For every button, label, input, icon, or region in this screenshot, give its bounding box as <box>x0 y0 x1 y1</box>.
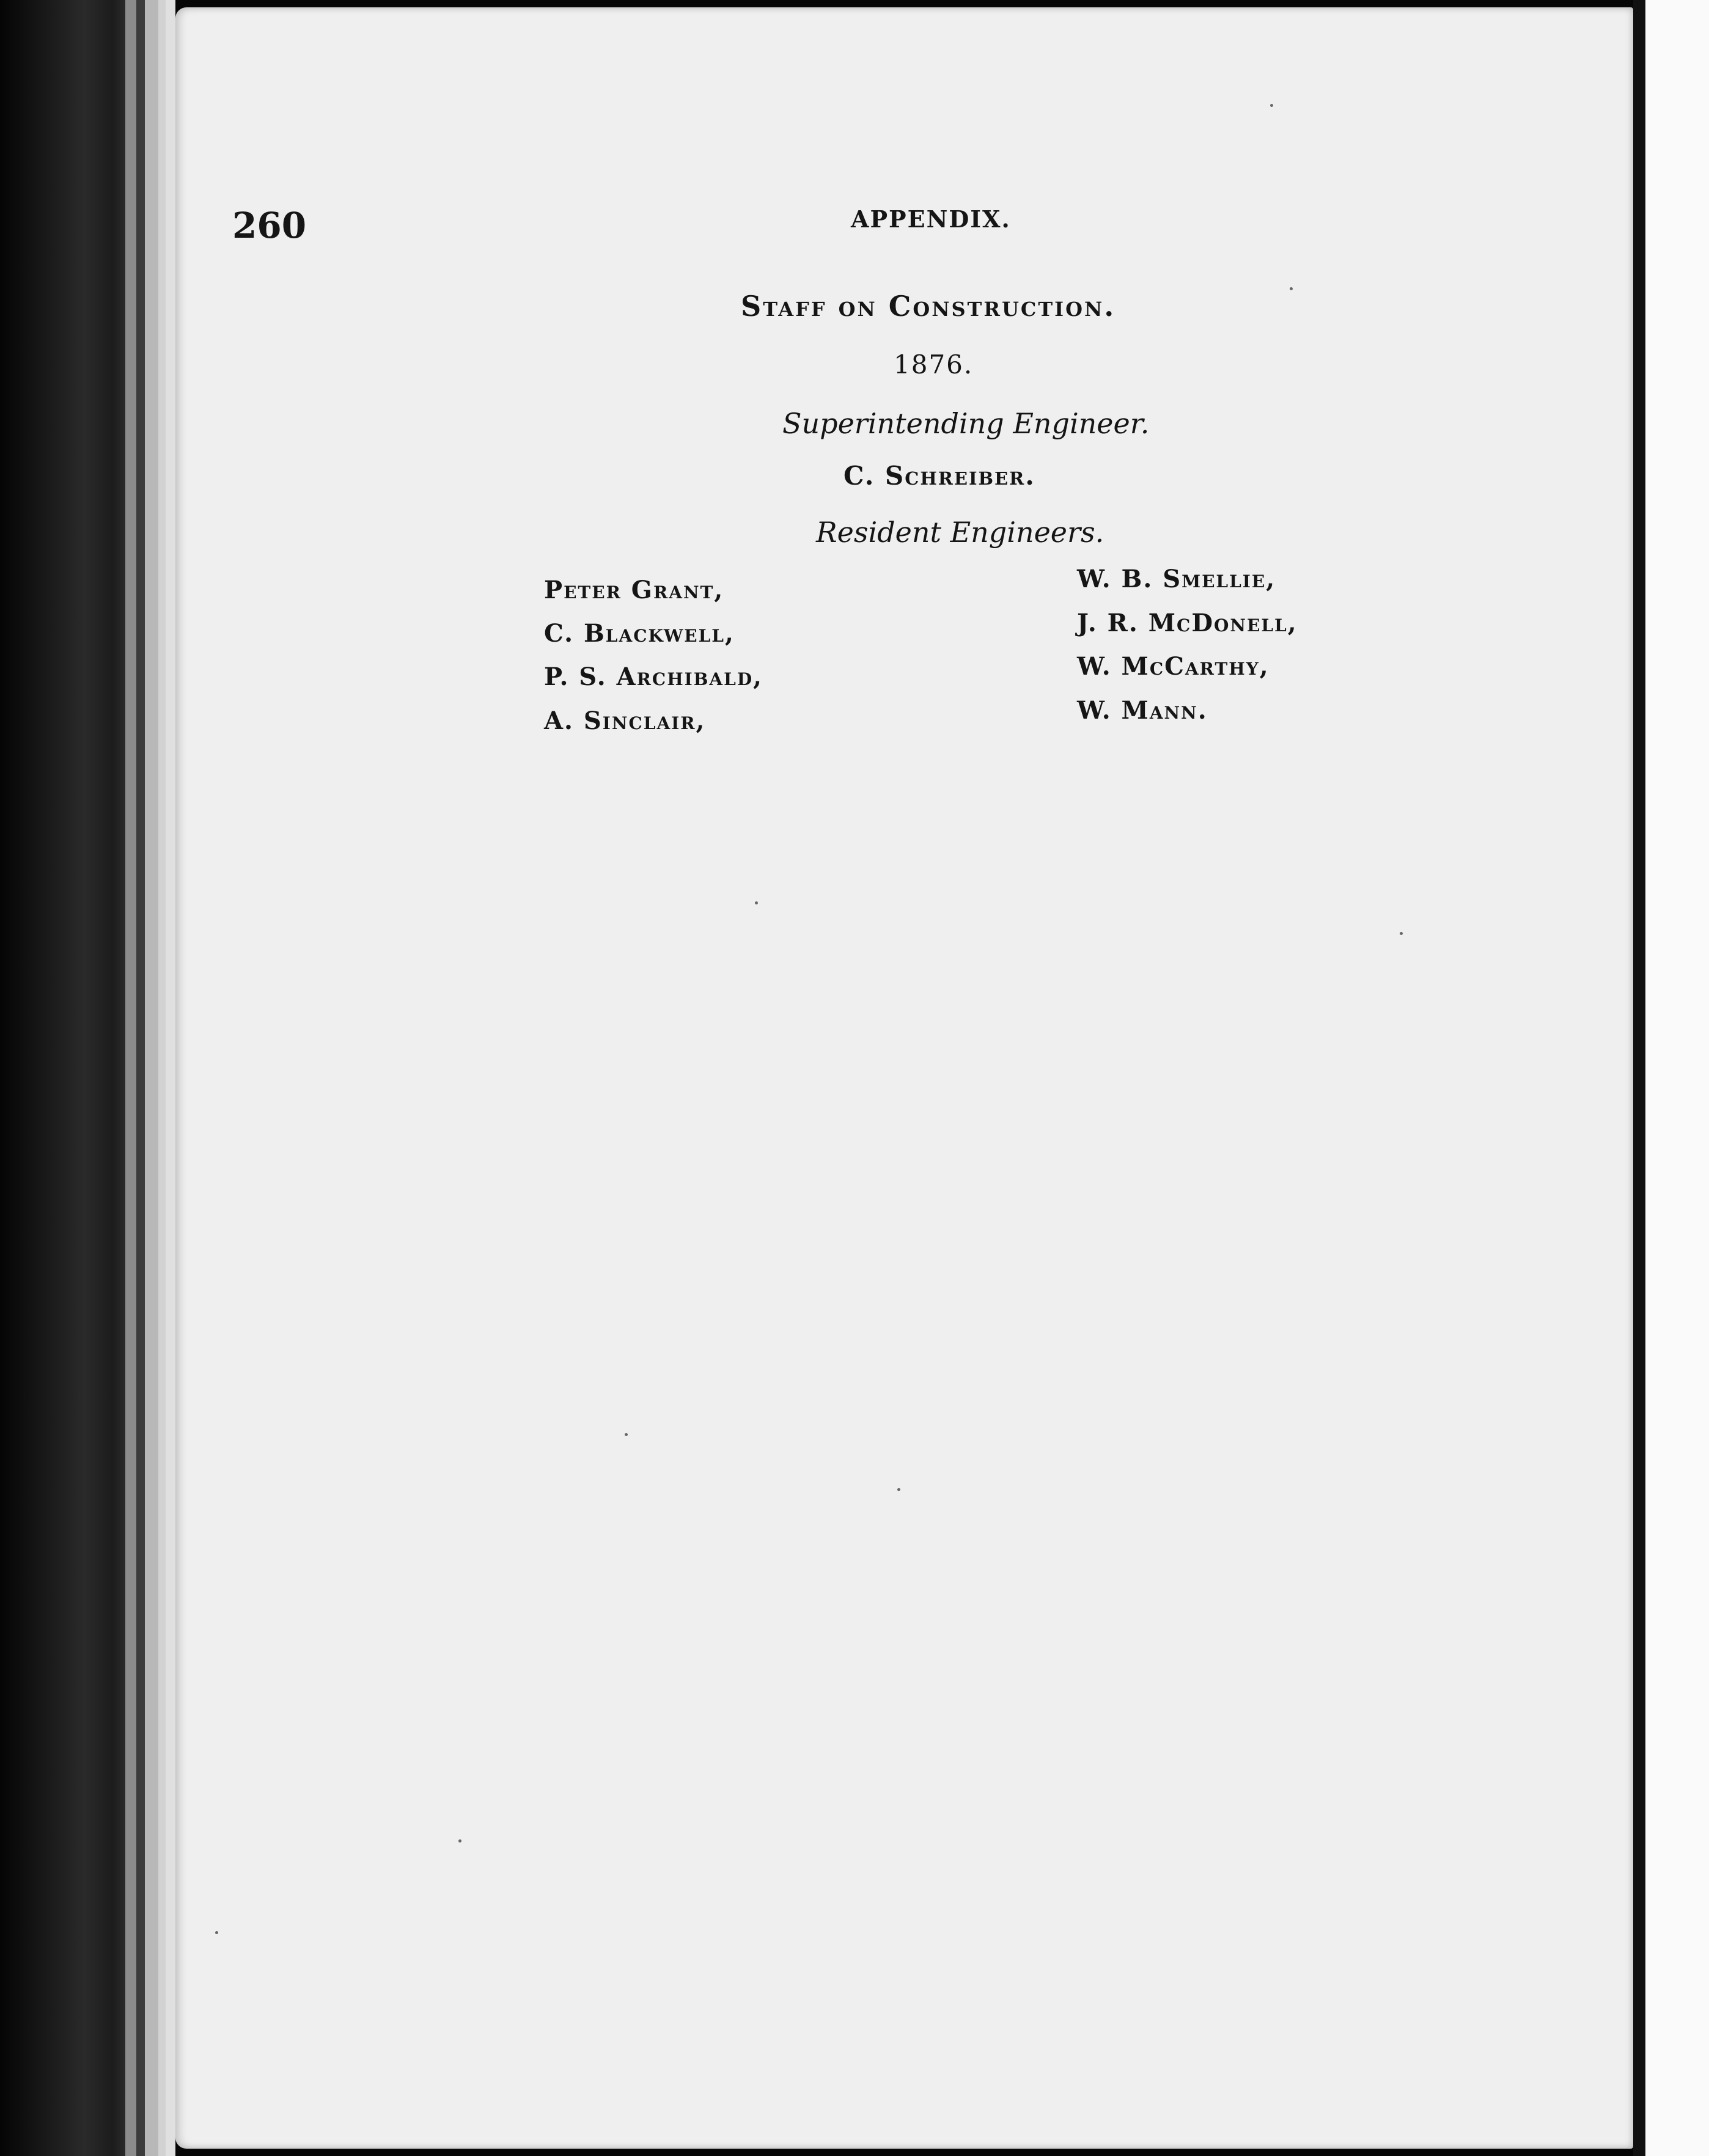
page-number: 260 <box>232 205 307 246</box>
resident-engineers-heading: Resident Engineers. <box>816 516 1104 549</box>
page-edge <box>136 0 145 2156</box>
page-edge <box>125 0 136 2156</box>
superintending-engineer-heading: Superintending Engineer. <box>782 407 1150 440</box>
resident-engineer-name: J. R. McDonell, <box>1077 609 1298 637</box>
page-sheet <box>175 7 1633 2149</box>
resident-engineer-name: W. B. Smellie, <box>1077 565 1276 593</box>
gutter-shadow <box>1633 0 1645 2156</box>
year-heading: 1876. <box>894 350 974 380</box>
page-edge <box>145 0 158 2156</box>
page-edge <box>158 0 166 2156</box>
superintending-engineer-name: C. Schreiber. <box>843 461 1035 491</box>
facing-page-edge <box>1645 0 1709 2156</box>
resident-engineer-name: W. McCarthy, <box>1077 652 1270 681</box>
resident-engineer-name: C. Blackwell, <box>544 619 735 648</box>
book-spine <box>0 0 141 2156</box>
resident-engineer-name: Peter Grant, <box>544 576 724 604</box>
resident-engineer-name: W. Mann. <box>1077 696 1208 725</box>
resident-engineer-name: A. Sinclair, <box>544 706 706 735</box>
resident-engineer-name: P. S. Archibald, <box>544 662 763 691</box>
running-head: APPENDIX. <box>851 205 1011 233</box>
section-title: Staff on Construction. <box>741 290 1116 323</box>
page-edge <box>166 0 175 2156</box>
